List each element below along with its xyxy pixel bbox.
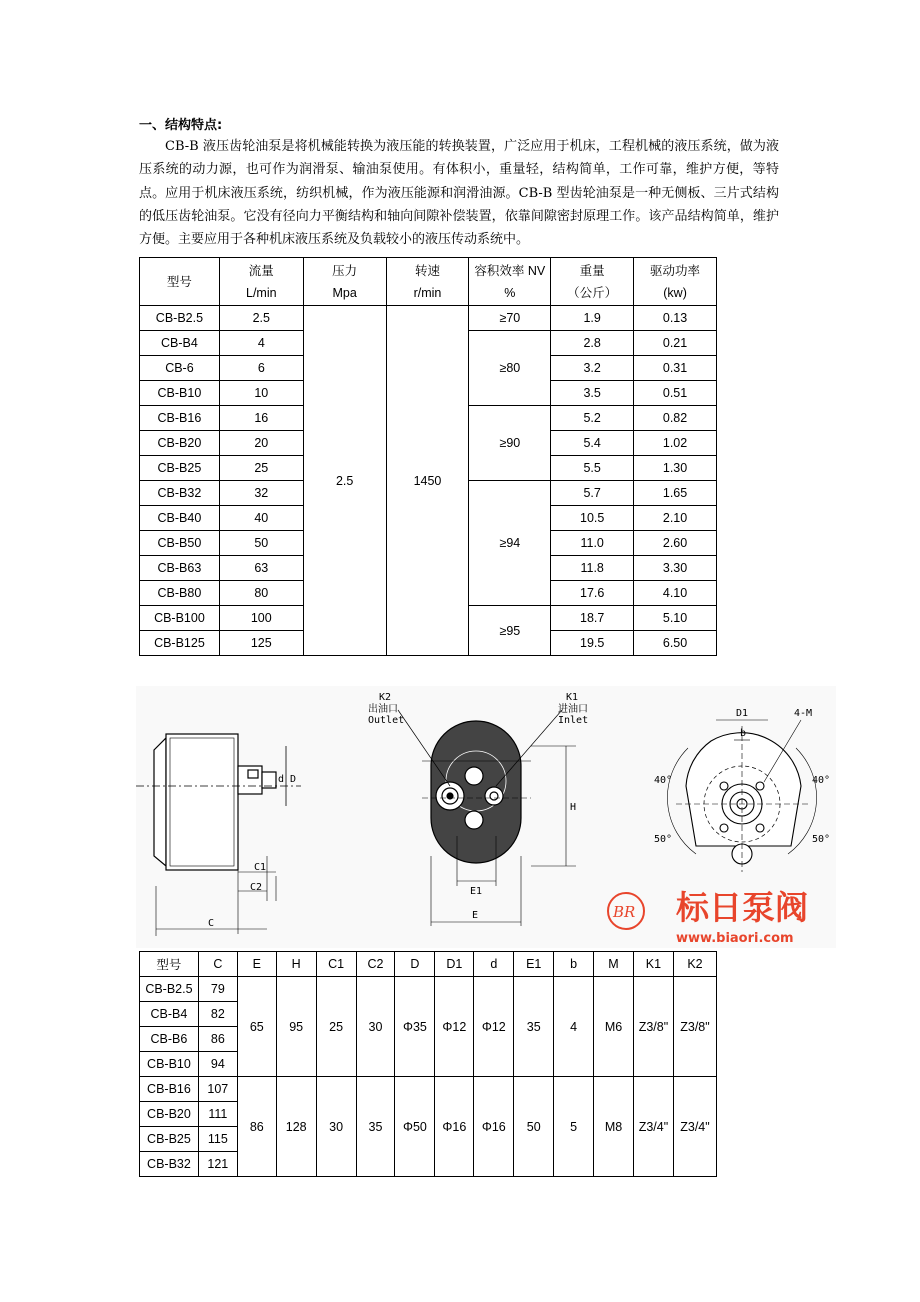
cell-c: 121 bbox=[198, 1152, 237, 1177]
cell-D: Φ35 bbox=[395, 977, 435, 1077]
label-e: E bbox=[472, 910, 479, 921]
label-e1: E1 bbox=[470, 886, 483, 897]
cell-weight: 11.0 bbox=[551, 531, 634, 556]
cell-c: 94 bbox=[198, 1052, 237, 1077]
label-d1: D1 bbox=[736, 708, 749, 719]
cell-weight: 17.6 bbox=[551, 581, 634, 606]
cell-b: 5 bbox=[554, 1077, 594, 1177]
dim-col-e: E bbox=[237, 952, 276, 977]
col-speed: 转速 r/min bbox=[386, 258, 469, 306]
col-pressure: 压力 Mpa bbox=[303, 258, 386, 306]
label-angle-50-right: 50° bbox=[812, 834, 831, 845]
watermark-logo: BR bbox=[613, 903, 636, 921]
cell-model: CB-B2.5 bbox=[140, 306, 220, 331]
pump-drawing bbox=[136, 686, 836, 948]
cell-power: 0.82 bbox=[634, 406, 717, 431]
col-power: 驱动功率 (kw) bbox=[634, 258, 717, 306]
cell-weight: 5.7 bbox=[551, 481, 634, 506]
cell-c2: 35 bbox=[356, 1077, 395, 1177]
dim-col-c1: C1 bbox=[316, 952, 356, 977]
cell-power: 0.21 bbox=[634, 331, 717, 356]
cell-c: 86 bbox=[198, 1027, 237, 1052]
cell-c1: 30 bbox=[316, 1077, 356, 1177]
label-4m: 4-M bbox=[794, 708, 813, 719]
label-D: D bbox=[290, 774, 297, 785]
dim-col-e1: E1 bbox=[514, 952, 554, 977]
cell-m: M8 bbox=[594, 1077, 634, 1177]
cell-model: CB-B50 bbox=[140, 531, 220, 556]
cell-k2: Z3/8" bbox=[673, 977, 716, 1077]
cell-e: 86 bbox=[237, 1077, 276, 1177]
cell-flow: 32 bbox=[219, 481, 303, 506]
cell-weight: 5.2 bbox=[551, 406, 634, 431]
dim-col-m: M bbox=[594, 952, 634, 977]
cell-weight: 3.2 bbox=[551, 356, 634, 381]
cell-weight: 5.5 bbox=[551, 456, 634, 481]
dim-col-d: d bbox=[474, 952, 514, 977]
label-outlet-cn: 出油口 bbox=[368, 704, 398, 715]
cell-power: 2.60 bbox=[634, 531, 717, 556]
cell-pressure: 2.5 bbox=[303, 306, 386, 656]
cell-model: CB-B10 bbox=[140, 1052, 199, 1077]
cell-model: CB-B16 bbox=[140, 1077, 199, 1102]
dim-col-d1: D1 bbox=[435, 952, 474, 977]
cell-weight: 3.5 bbox=[551, 381, 634, 406]
cell-power: 5.10 bbox=[634, 606, 717, 631]
cell-model: CB-B20 bbox=[140, 431, 220, 456]
col-weight: 重量 （公斤） bbox=[551, 258, 634, 306]
cell-c: 111 bbox=[198, 1102, 237, 1127]
cell-model: CB-B2.5 bbox=[140, 977, 199, 1002]
cell-power: 1.65 bbox=[634, 481, 717, 506]
table-row bbox=[140, 306, 717, 331]
cell-model: CB-B100 bbox=[140, 606, 220, 631]
cell-k1: Z3/8" bbox=[633, 977, 673, 1077]
cell-model: CB-B6 bbox=[140, 1027, 199, 1052]
dim-header-row bbox=[140, 952, 717, 977]
cell-weight: 11.8 bbox=[551, 556, 634, 581]
cell-power: 0.13 bbox=[634, 306, 717, 331]
cell-flow: 125 bbox=[219, 631, 303, 656]
cell-flow: 100 bbox=[219, 606, 303, 631]
cell-model: CB-B40 bbox=[140, 506, 220, 531]
cell-c1: 25 bbox=[316, 977, 356, 1077]
cell-d1: Φ12 bbox=[435, 977, 474, 1077]
table-row bbox=[140, 1077, 717, 1102]
cell-model: CB-B16 bbox=[140, 406, 220, 431]
label-h: H bbox=[570, 802, 577, 813]
cell-flow: 20 bbox=[219, 431, 303, 456]
section-heading: 一、结构特点: bbox=[139, 118, 223, 133]
cell-k2: Z3/4" bbox=[673, 1077, 716, 1177]
cell-c: 82 bbox=[198, 1002, 237, 1027]
cell-model: CB-B125 bbox=[140, 631, 220, 656]
cell-h: 128 bbox=[276, 1077, 316, 1177]
label-inlet-cn: 进油口 bbox=[558, 704, 588, 715]
cell-efficiency: ≥70 bbox=[469, 306, 551, 331]
cell-efficiency: ≥95 bbox=[469, 606, 551, 656]
dim-col-c: C bbox=[198, 952, 237, 977]
col-flow: 流量 L/min bbox=[219, 258, 303, 306]
cell-model: CB-B20 bbox=[140, 1102, 199, 1127]
cell-e1: 50 bbox=[514, 1077, 554, 1177]
cell-flow: 40 bbox=[219, 506, 303, 531]
dim-col-k1: K1 bbox=[633, 952, 673, 977]
cell-model: CB-B32 bbox=[140, 481, 220, 506]
dim-col-k2: K2 bbox=[673, 952, 716, 977]
cell-power: 2.10 bbox=[634, 506, 717, 531]
dimension-table bbox=[139, 951, 717, 1177]
cell-c: 107 bbox=[198, 1077, 237, 1102]
cell-power: 0.51 bbox=[634, 381, 717, 406]
label-k2: K2 bbox=[379, 692, 392, 703]
cell-d: Φ12 bbox=[474, 977, 514, 1077]
cell-power: 6.50 bbox=[634, 631, 717, 656]
cell-model: CB-B10 bbox=[140, 381, 220, 406]
cell-m: M6 bbox=[594, 977, 634, 1077]
cell-e1: 35 bbox=[514, 977, 554, 1077]
watermark-url: www.biaori.com bbox=[676, 931, 794, 946]
cell-weight: 19.5 bbox=[551, 631, 634, 656]
cell-flow: 63 bbox=[219, 556, 303, 581]
col-model: 型号 bbox=[140, 258, 220, 306]
cell-c: 79 bbox=[198, 977, 237, 1002]
cell-power: 1.30 bbox=[634, 456, 717, 481]
cell-e: 65 bbox=[237, 977, 276, 1077]
label-c: C bbox=[208, 918, 215, 929]
cell-efficiency: ≥94 bbox=[469, 481, 551, 606]
label-k1: K1 bbox=[566, 692, 579, 703]
dim-col-c2: C2 bbox=[356, 952, 395, 977]
cell-d1: Φ16 bbox=[435, 1077, 474, 1177]
spec-header-row bbox=[140, 258, 717, 306]
cell-model: CB-B4 bbox=[140, 331, 220, 356]
cell-power: 0.31 bbox=[634, 356, 717, 381]
cell-flow: 25 bbox=[219, 456, 303, 481]
cell-b: 4 bbox=[554, 977, 594, 1077]
cell-model: CB-B63 bbox=[140, 556, 220, 581]
cell-speed: 1450 bbox=[386, 306, 469, 656]
cell-weight: 2.8 bbox=[551, 331, 634, 356]
dim-col-b: b bbox=[554, 952, 594, 977]
col-efficiency: 容积效率 NV % bbox=[469, 258, 551, 306]
watermark-name: 标日泵阀 bbox=[676, 888, 808, 927]
cell-flow: 16 bbox=[219, 406, 303, 431]
label-d: d bbox=[278, 774, 285, 785]
label-c2: C2 bbox=[250, 882, 263, 893]
cell-power: 4.10 bbox=[634, 581, 717, 606]
cell-c2: 30 bbox=[356, 977, 395, 1077]
spec-table bbox=[139, 257, 717, 656]
label-c1: C1 bbox=[254, 862, 267, 873]
cell-weight: 5.4 bbox=[551, 431, 634, 456]
cell-weight: 10.5 bbox=[551, 506, 634, 531]
cell-power: 3.30 bbox=[634, 556, 717, 581]
dim-col-D: D bbox=[395, 952, 435, 977]
table-row bbox=[140, 977, 717, 1002]
cell-efficiency: ≥80 bbox=[469, 331, 551, 406]
cell-model: CB-B32 bbox=[140, 1152, 199, 1177]
cell-model: CB-6 bbox=[140, 356, 220, 381]
cell-weight: 1.9 bbox=[551, 306, 634, 331]
cell-flow: 80 bbox=[219, 581, 303, 606]
label-angle-40-right: 40° bbox=[812, 775, 831, 786]
cell-model: CB-B25 bbox=[140, 1127, 199, 1152]
label-angle-40-left: 40° bbox=[654, 775, 673, 786]
label-outlet-en: Outlet bbox=[368, 715, 405, 726]
label-inlet-en: Inlet bbox=[558, 715, 589, 726]
cell-D: Φ50 bbox=[395, 1077, 435, 1177]
cell-flow: 10 bbox=[219, 381, 303, 406]
cell-flow: 2.5 bbox=[219, 306, 303, 331]
cell-h: 95 bbox=[276, 977, 316, 1077]
cell-efficiency: ≥90 bbox=[469, 406, 551, 481]
cell-flow: 4 bbox=[219, 331, 303, 356]
label-angle-50-left: 50° bbox=[654, 834, 673, 845]
cell-c: 115 bbox=[198, 1127, 237, 1152]
label-b: b bbox=[740, 728, 747, 739]
cell-d: Φ16 bbox=[474, 1077, 514, 1177]
cell-weight: 18.7 bbox=[551, 606, 634, 631]
cell-flow: 50 bbox=[219, 531, 303, 556]
cell-model: CB-B4 bbox=[140, 1002, 199, 1027]
cell-model: CB-B80 bbox=[140, 581, 220, 606]
dim-col-model: 型号 bbox=[140, 952, 199, 977]
intro-paragraph: CB-B 液压齿轮油泵是将机械能转换为液压能的转换装置，广泛应用于机床，工程机械的液压系统，做为液压系统的动力源，也可作为润滑泵、输油泵使用。有体积小，重量轻，结构简单，工作可靠，维护方便，等特点。应用于机床液压系统，纺织机械，作为液压能源和润滑油源。CB-B 型齿轮油泵是一种无侧板、三片式结构的低压齿轮油泵。它没有径向力平衡结构和轴向间隙补偿装置，依靠间隙密封原理工作。该产品结构简单，维护方便。主要应用于各种机床液压系统及负载较小的液压传动系统中。 bbox=[139, 139, 779, 248]
cell-power: 1.02 bbox=[634, 431, 717, 456]
cell-flow: 6 bbox=[219, 356, 303, 381]
dim-col-h: H bbox=[276, 952, 316, 977]
cell-k1: Z3/4" bbox=[633, 1077, 673, 1177]
cell-model: CB-B25 bbox=[140, 456, 220, 481]
